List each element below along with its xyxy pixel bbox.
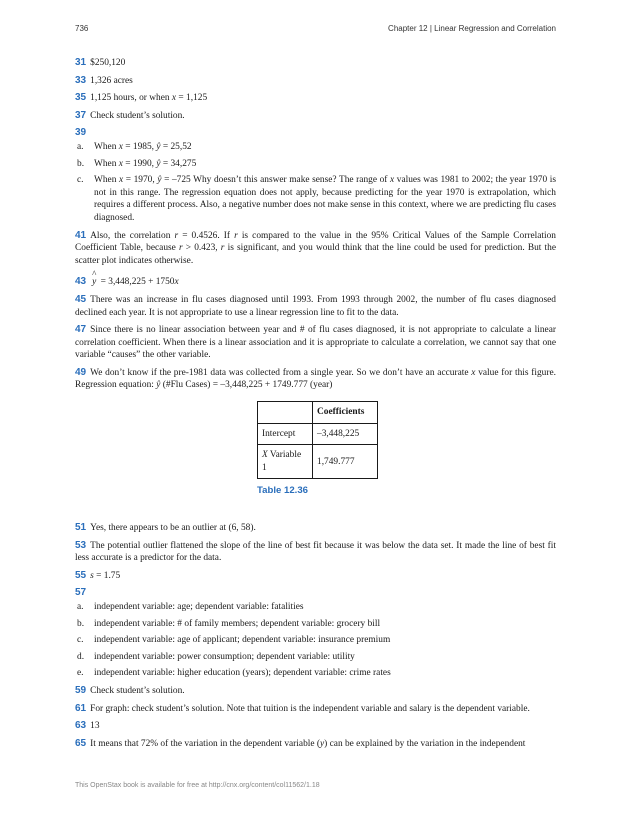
answer-text: values was 1981 to 2002; the year 1970 is not in this range. The regression equation does not apply, because predicting for the year 1970 is extrapolation, which requires a different process. Also, a negative number does not make sense in this context, where we are predicting flu cases diagnosed. [94, 175, 557, 223]
answer-text: Since there is no linear association between year and # of flu cases diagnosed, it is not appropriate to calculate a linear correlation coefficient. When there is a linear association and it is appropriate to calculate a correlation, we cannot say that one variable “causes” the other variable. [75, 325, 556, 361]
answer-number: 41 [75, 229, 87, 241]
answer-65 [75, 738, 556, 751]
answer-number: 33 [75, 74, 87, 86]
sub-list [75, 601, 556, 680]
table-cell [258, 402, 313, 424]
answer-41 [75, 230, 556, 268]
answer-55 [75, 570, 556, 583]
list-label: a. [77, 602, 84, 612]
math-var: ŷ [157, 175, 162, 186]
answer-number: 61 [75, 702, 87, 714]
table-cell-text: Variable 1 [262, 450, 302, 473]
table-row [258, 402, 378, 424]
answer-text: For graph: check student’s solution. Note that tuition is the independent variable and salary is the dependent variable. [90, 703, 530, 714]
list-label: e. [77, 668, 84, 679]
table-cell [258, 445, 313, 479]
answer-number: 47 [75, 324, 87, 336]
table-cell: 1,749.777 [313, 445, 378, 479]
list-label: b. [77, 618, 85, 629]
list-item [75, 651, 556, 664]
list-label: b. [77, 158, 85, 169]
answer-number: 43 [75, 276, 87, 288]
answer-text: = 1970, [123, 175, 158, 186]
answer-35 [75, 92, 556, 105]
math-var: r [178, 243, 183, 254]
answer-text: Yes, there appears to be an outlier at (6, 58). [90, 523, 256, 534]
answer-number: 57 [75, 587, 87, 599]
answer-text: 1,326 acres [90, 75, 133, 86]
answer-text: Check student’s solution. [90, 685, 185, 696]
answer-text: independent variable: age; dependent variable: fatalities [94, 602, 304, 612]
answer-number: 53 [75, 539, 87, 551]
list-item [75, 174, 556, 224]
answer-39 [75, 127, 556, 224]
answer-number: 51 [75, 522, 87, 534]
list-item [75, 667, 556, 680]
answer-45 [75, 294, 556, 319]
list-label: c. [77, 175, 84, 186]
answer-number: 63 [75, 720, 87, 732]
math-var: x [118, 141, 123, 152]
answer-51 [75, 522, 556, 535]
answer-text: ) can be explained by the variation in the independent [324, 738, 526, 749]
math-var: x [118, 175, 124, 186]
answer-number: 39 [75, 127, 87, 139]
answer-text: is significant, and you would think that the line could be used for prediction. But the scatter plot indicates otherwise. [75, 243, 556, 266]
answer-61 [75, 703, 556, 716]
answer-text: = 0.4526. If [178, 230, 235, 241]
answer-number: 35 [75, 92, 87, 104]
answer-text: It means that 72% of the variation in the dependent variable ( [90, 738, 320, 749]
answer-31 [75, 57, 556, 70]
answer-key [75, 57, 556, 755]
answer-text: is compared to the value in the 95% Critical Values of the Sample Correlation Coefficient Table, because [75, 230, 556, 254]
answer-text: 13 [90, 721, 100, 732]
table-header: Coefficients [313, 402, 378, 424]
answer-57 [75, 587, 556, 680]
answer-text: = –725 Why doesn’t this answer make sense? The range of [161, 175, 390, 186]
list-item [75, 601, 556, 614]
answer-37 [75, 110, 556, 123]
answer-number: 45 [75, 293, 87, 305]
answer-59 [75, 685, 556, 698]
math-var: X [262, 450, 268, 461]
answer-text: = 25,52 [160, 141, 192, 152]
answer-text: 1,125 hours, or when [90, 93, 172, 104]
answer-text: = 34,275 [160, 158, 197, 169]
math-var: ŷ [156, 380, 161, 391]
answer-text: When [94, 175, 119, 186]
math-var: y [92, 277, 97, 288]
hat-symbol: ^ [92, 269, 97, 280]
answer-43 [75, 269, 556, 289]
answer-number: 65 [75, 737, 87, 749]
answer-number: 59 [75, 684, 87, 696]
answer-text: There was an increase in flu cases diagnosed until 1993. From 1993 through 2002, the number of flu cases diagnosed declined each year. It is not appropriate to use a linear regression line to fit to the data. [75, 294, 556, 318]
answer-text: independent variable: age of applicant; dependent variable: insurance premium [94, 635, 391, 646]
answer-text: = 1,125 [176, 93, 208, 104]
sub-list [75, 141, 556, 225]
answer-63 [75, 720, 556, 733]
y-hat-symbol [92, 269, 97, 289]
page-header [75, 24, 556, 38]
math-var: ŷ [156, 158, 161, 169]
table-cell: Intercept [258, 423, 313, 445]
answer-number: 37 [75, 109, 87, 121]
math-var: x [471, 367, 476, 378]
answer-47 [75, 324, 556, 362]
answer-33 [75, 75, 556, 88]
answer-number: 55 [75, 569, 87, 581]
answer-text: independent variable: # of family members; dependent variable: grocery bill [94, 618, 381, 629]
table-row [258, 445, 378, 479]
answer-text: When [94, 141, 119, 152]
math-var: x [390, 175, 395, 186]
list-item [75, 618, 556, 631]
list-label: c. [77, 635, 84, 646]
math-var: y [320, 738, 325, 749]
answer-text: When [94, 158, 119, 169]
coefficients-table [257, 401, 378, 479]
answer-text: = 3,448,225 + 1750 [98, 277, 175, 288]
answer-text: = 1.75 [93, 570, 121, 581]
chapter-title: Chapter 12 | Linear Regression and Correlation [388, 24, 556, 33]
list-item [75, 158, 556, 171]
answer-text: Also, the correlation [90, 230, 175, 241]
answer-text: Check student’s solution. [90, 110, 185, 121]
answer-number: 49 [75, 366, 87, 378]
list-label: d. [77, 651, 85, 662]
answer-text: We don’t know if the pre-1981 data was collected from a single year. So we don’t have an accurate [90, 367, 472, 378]
math-var: x [171, 93, 177, 104]
answer-text: The potential outlier flattened the slope of the line of best fit because it was below the data set. It made the line of best fit less accurate is a predictor for the data. [75, 540, 556, 564]
page-number: 736 [75, 24, 89, 33]
math-var: x [174, 277, 179, 288]
answer-53 [75, 540, 556, 565]
answer-49 [75, 367, 556, 392]
table-cell: –3,448,225 [313, 423, 378, 445]
page-footer: This OpenStax book is available for free at http://cnx.org/content/col11562/1.18 [75, 782, 320, 789]
table-caption: Table 12.36 [257, 485, 309, 497]
math-var: r [234, 230, 238, 241]
answer-text: $250,120 [90, 58, 126, 68]
list-item [75, 141, 556, 154]
math-var: s [90, 570, 94, 581]
answer-text: = 1985, [122, 141, 157, 152]
answer-text: independent variable: power consumption; dependent variable: utility [94, 651, 355, 662]
list-label: a. [77, 141, 84, 152]
math-var: r [220, 243, 225, 254]
table-row [258, 423, 378, 445]
answer-text: (#Flu Cases) = –3,448,225 + 1749.777 (year) [160, 380, 333, 391]
answer-text: = 1990, [122, 158, 157, 169]
answer-number: 31 [75, 57, 87, 68]
math-var: r [174, 230, 179, 241]
math-var: ŷ [156, 141, 161, 152]
math-var: x [118, 158, 123, 169]
answer-text: independent variable: higher education (years); dependent variable: crime rates [94, 668, 391, 679]
list-item [75, 634, 556, 647]
answer-text: > 0.423, [182, 243, 221, 254]
answer-text: value for this figure. Regression equation: [75, 367, 556, 391]
